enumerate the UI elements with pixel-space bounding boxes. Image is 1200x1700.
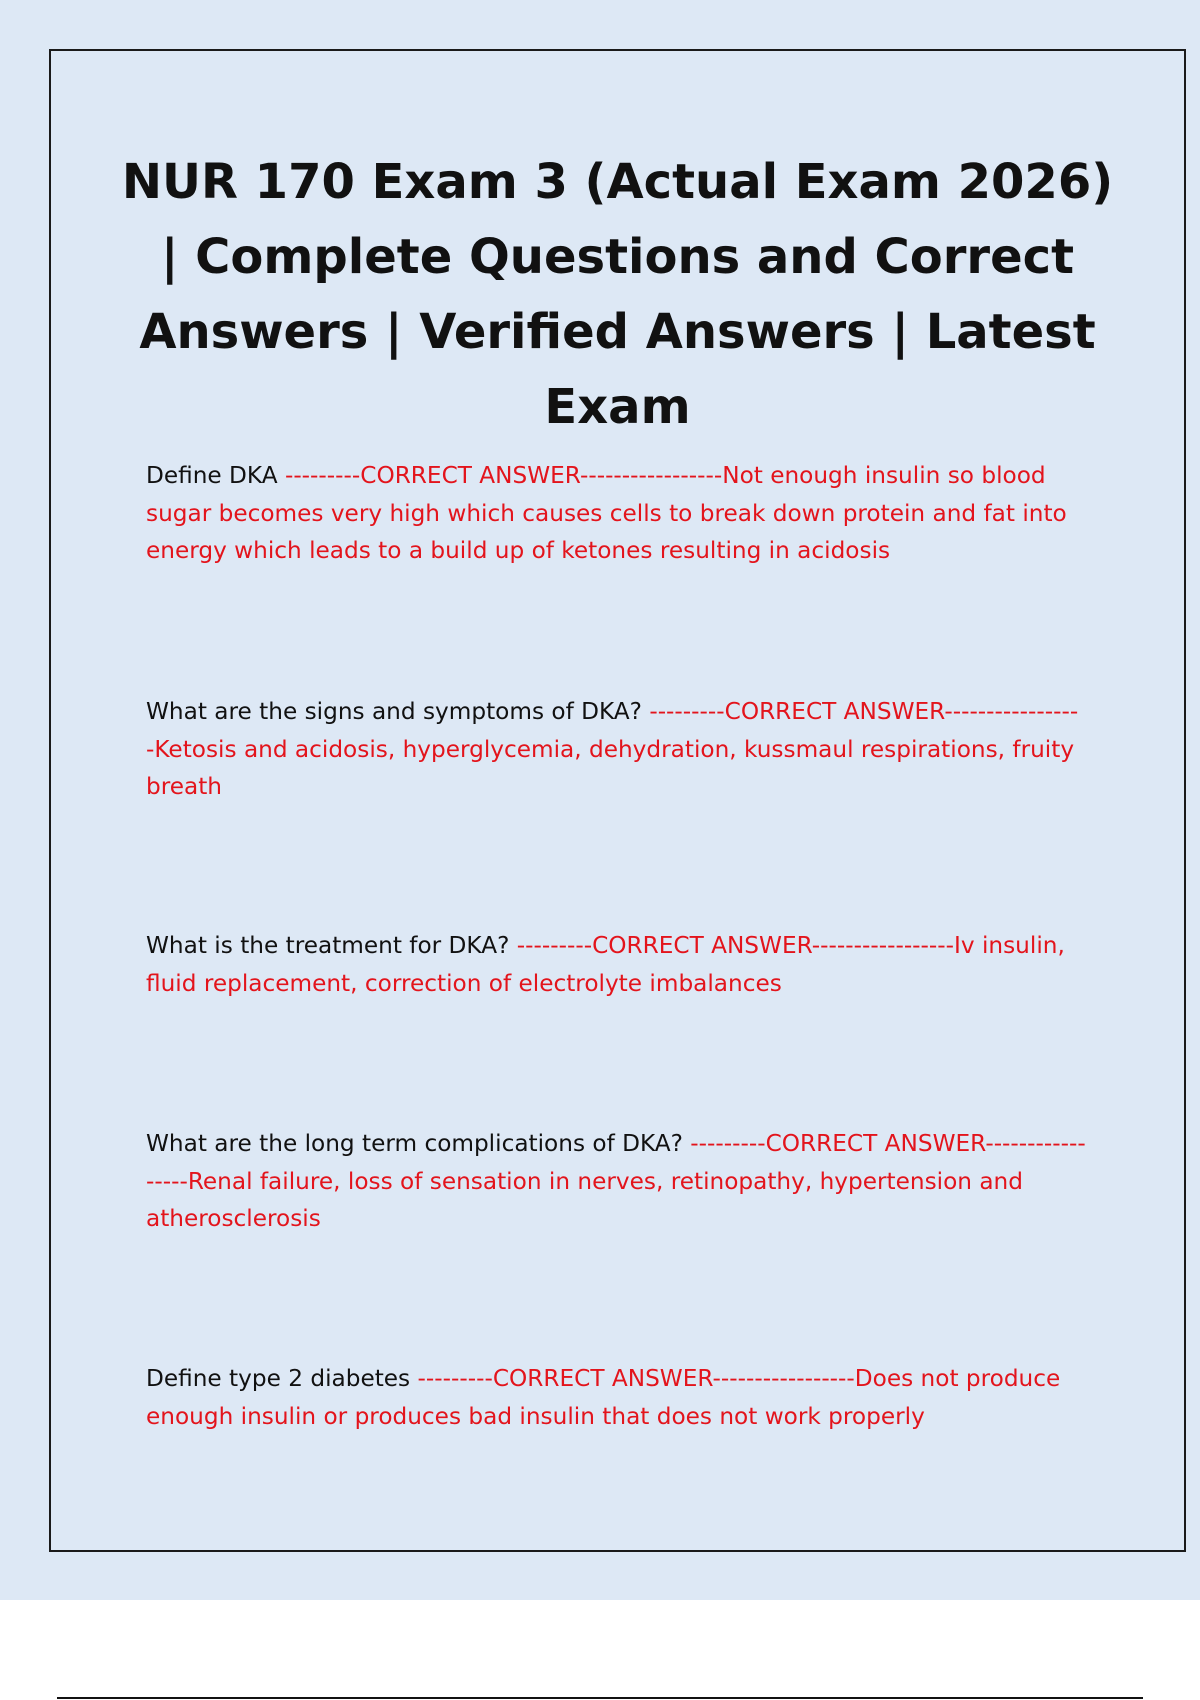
correct-answer-separator: ---------CORRECT ANSWER----------------- (410, 1365, 855, 1392)
question-text: Define DKA (146, 462, 278, 489)
question-text: What is the treatment for DKA? (146, 932, 510, 959)
qa-item (146, 927, 1086, 1002)
correct-answer-separator: ---------CORRECT ANSWER----------------- (146, 698, 1079, 763)
question-text: What are the signs and symptoms of DKA? (146, 698, 642, 725)
question-text: What are the long term complications of DKA? (146, 1130, 683, 1157)
qa-item (146, 693, 1086, 806)
question-text: Define type 2 diabetes (146, 1365, 411, 1392)
correct-answer-separator: ---------CORRECT ANSWER----------------- (509, 932, 955, 959)
answer-text: Ketosis and acidosis, hyperglycemia, dehydration, kussmaul respirations, fruity breath (146, 735, 1075, 800)
document-title: NUR 170 Exam 3 (Actual Exam 2026) | Complete Questions and Correct Answers | Verified Answers | Latest Exam (121, 154, 1114, 435)
qa-item (146, 1360, 1086, 1435)
answer-text: Renal failure, loss of sensation in nerves, retinopathy, hypertension and atherosclerosis (146, 1167, 1023, 1232)
footer-rule (57, 1697, 1143, 1699)
answer-text: Does not produce enough insulin or produces bad insulin that does not work properly (146, 1365, 1061, 1430)
correct-answer-separator: ---------CORRECT ANSWER----------------- (277, 462, 723, 489)
answer-text: Not enough insulin so blood sugar becomes very high which causes cells to break down protein and fat into energy which leads to a build up of ketones resulting in acidosis (146, 462, 1067, 564)
answer-text: Iv insulin, fluid replacement, correction of electrolyte imbalances (146, 932, 1065, 997)
qa-item (146, 457, 1086, 570)
qa-item (146, 1125, 1086, 1238)
correct-answer-separator: ---------CORRECT ANSWER----------------- (146, 1130, 1086, 1195)
